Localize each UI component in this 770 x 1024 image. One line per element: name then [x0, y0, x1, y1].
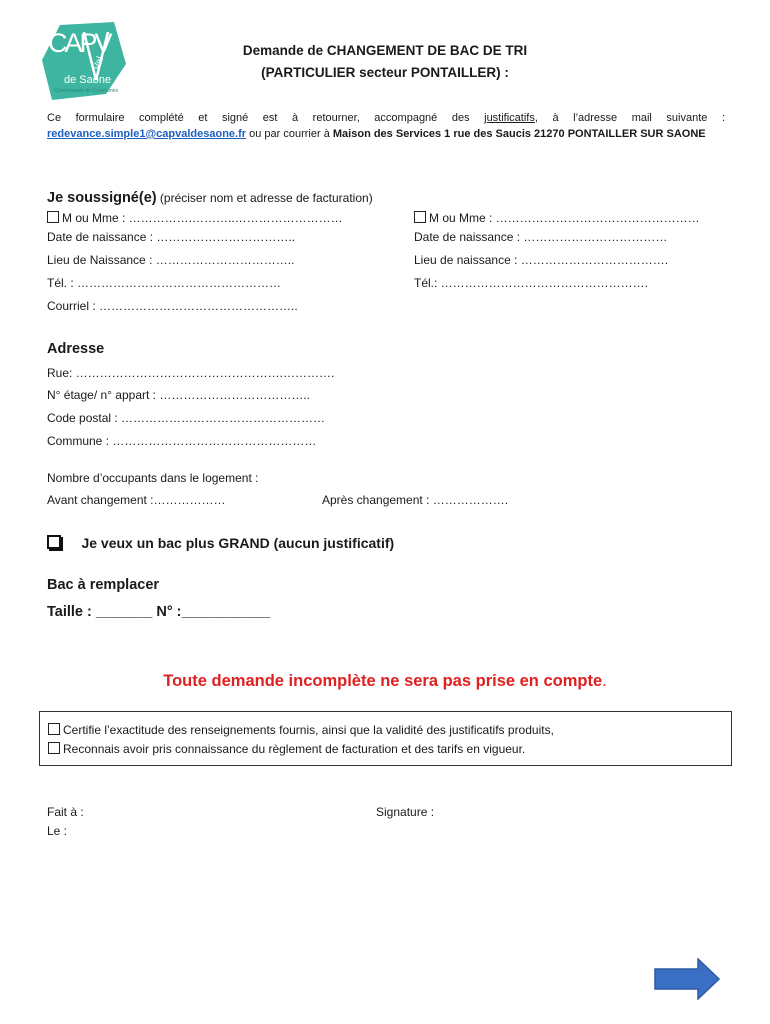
intro-paragraph: [47, 110, 725, 142]
postal-address: Maison des Services 1 rue des Saucis 21270 PONTAILLER SUR SAONE: [332, 128, 706, 140]
commune-field[interactable]: Commune : ……………………………………………: [47, 434, 317, 448]
arrow-right-icon: [654, 958, 720, 1000]
warning-message: Toute demande incomplète ne sera pas prise en compte: [163, 672, 603, 690]
form-title: [170, 40, 600, 84]
avant-field[interactable]: Avant changement :………………: [47, 493, 226, 507]
intro-text-3: ou par courrier à: [246, 128, 333, 140]
title-line-1: Demande de CHANGEMENT DE BAC DE TRI: [242, 43, 528, 58]
option-label: Je veux un bac plus GRAND (aucun justificatif): [81, 535, 395, 551]
intro-justificatifs: justificatifs: [484, 112, 535, 124]
left-name-field[interactable]: [47, 211, 343, 225]
left-pob-field[interactable]: Lieu de Naissance : ……………………………..: [47, 253, 295, 267]
certif-line-2-text: Reconnais avoir pris connaissance du règlement de facturation et des tarifs en vigueur.: [63, 742, 526, 756]
logo-letters: CAPV: [48, 28, 110, 58]
option-row[interactable]: [47, 535, 394, 553]
soussigne-heading: Je soussigné(e): [47, 190, 157, 206]
le-label[interactable]: Le :: [47, 824, 68, 838]
logo-caption: Communauté de Communes: [54, 88, 118, 94]
title-line-2: (PARTICULIER secteur PONTAILLER) :: [261, 65, 509, 80]
certif-line-1[interactable]: [48, 723, 554, 737]
warning-dot: .: [602, 672, 607, 690]
left-tel-field[interactable]: Tél. : ……………………………………………: [47, 276, 282, 290]
right-pob-field[interactable]: Lieu de naissance : ……………………………….: [414, 253, 669, 267]
intro-text-2: , à l’adresse mail suivante :: [534, 112, 725, 124]
checkbox-icon[interactable]: [47, 211, 59, 223]
left-email-field[interactable]: Courriel : …………………………………………..: [47, 299, 298, 313]
soussigne-hint: (préciser nom et adresse de facturation): [156, 191, 373, 205]
fait-a-label[interactable]: Fait à :: [47, 805, 84, 819]
certification-box: [39, 711, 732, 766]
checkbox-icon[interactable]: [48, 723, 60, 735]
left-dob-field[interactable]: Date de naissance : ……………………………..: [47, 230, 296, 244]
right-dob-field[interactable]: Date de naissance : ………………………………: [414, 230, 668, 244]
bac-heading: Bac à remplacer: [47, 577, 160, 593]
email-link[interactable]: redevance.simple1@capvaldesaone.fr: [47, 128, 247, 140]
checkbox-icon[interactable]: [414, 211, 426, 223]
right-name-label: M ou Mme : ……………………………………………: [429, 211, 700, 225]
certif-line-1-text: Certifie l’exactitude des renseignements fournis, ainsi que la validité des justificatifs produits,: [63, 723, 554, 737]
adresse-heading: Adresse: [47, 341, 105, 357]
warning-text: [0, 672, 770, 691]
logo-sub2: de Saone: [64, 74, 112, 86]
certif-line-2[interactable]: [48, 742, 525, 756]
logo-sub1: Val: [91, 55, 107, 72]
apres-field[interactable]: Après changement : ……………….: [322, 493, 509, 507]
checkbox-icon[interactable]: [48, 742, 60, 754]
code-postal-field[interactable]: Code postal : ……………………………………………: [47, 411, 326, 425]
right-tel-field[interactable]: Tél.: …………………………………………….: [414, 276, 649, 290]
left-name-label: M ou Mme : …………….………..………………………: [62, 211, 343, 225]
occupants-label: Nombre d’occupants dans le logement :: [47, 471, 259, 485]
signature-label[interactable]: Signature :: [376, 805, 435, 819]
right-name-field[interactable]: [414, 211, 700, 225]
next-page-arrow-icon[interactable]: [654, 958, 720, 1000]
taille-field[interactable]: Taille : _______ N° :___________: [47, 604, 271, 620]
etage-field[interactable]: N° étage/ n° appart : ………………………………..: [47, 388, 310, 402]
intro-text-1: Ce formulaire complété et signé est à retourner, accompagné des: [47, 112, 485, 124]
checkbox-square-icon[interactable]: [47, 535, 61, 549]
rue-field[interactable]: Rue: …………………………………………….………….: [47, 366, 335, 380]
soussigne-heading-row: [47, 189, 373, 207]
